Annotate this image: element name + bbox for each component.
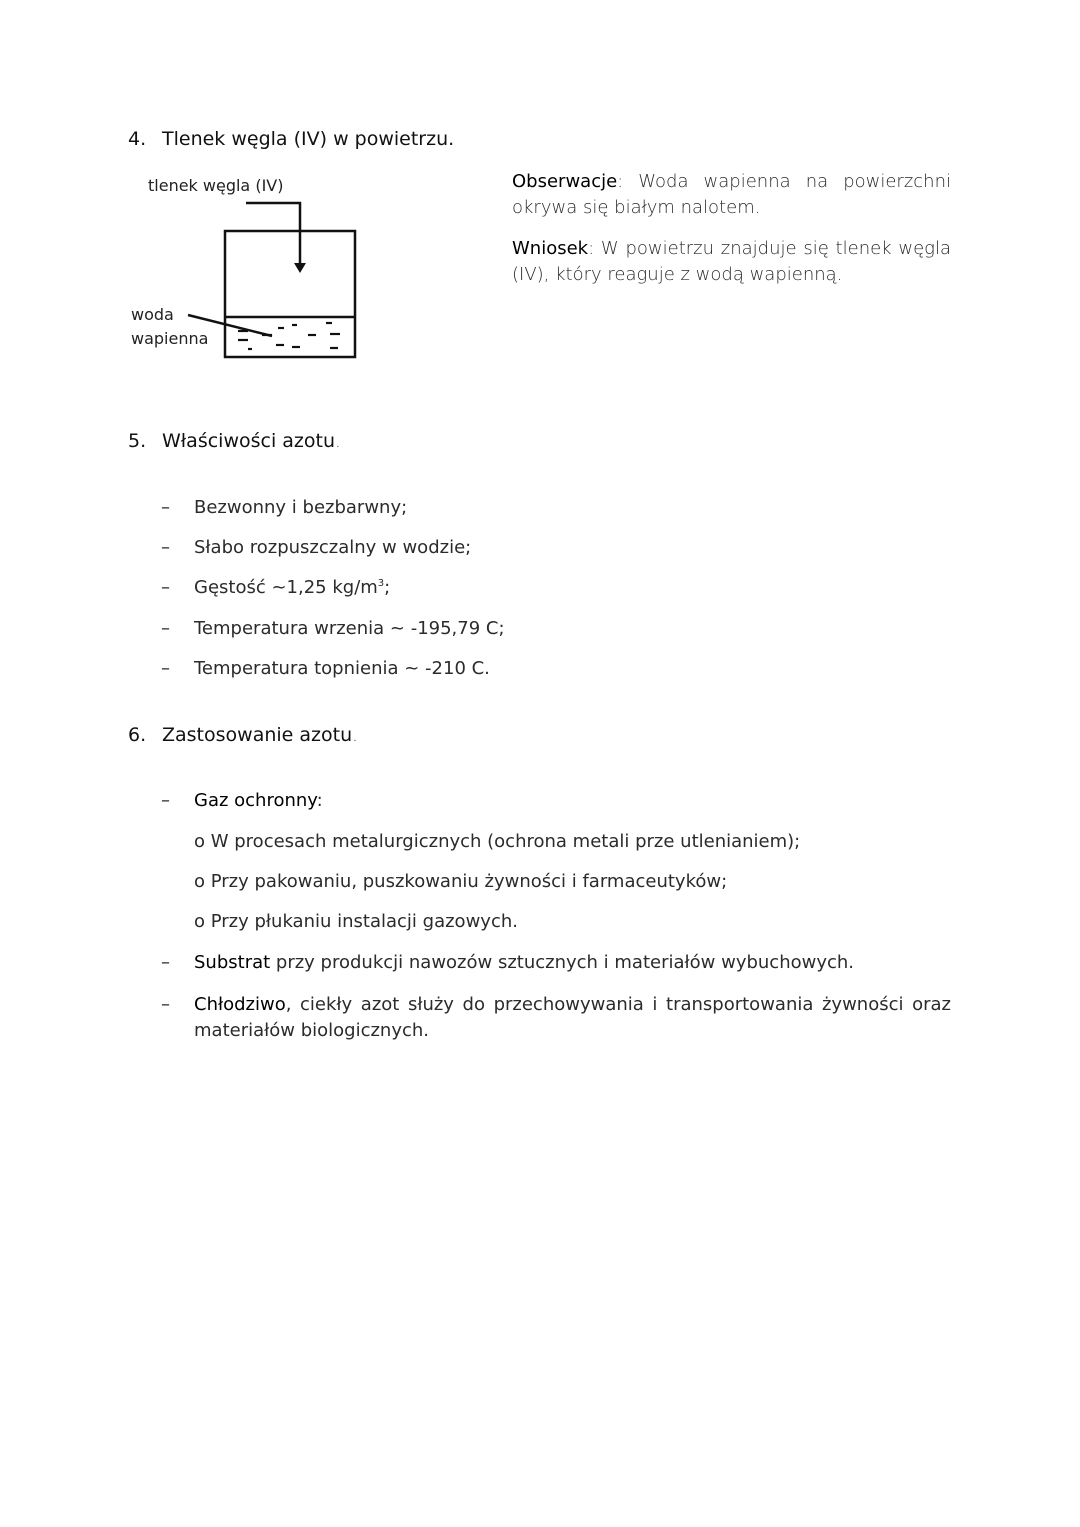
observation-label: Obserwacje	[512, 171, 618, 192]
gas-inlet-tube	[246, 203, 300, 265]
sub-list-item: o Przy płukaniu instalacji gazowych.	[194, 911, 518, 932]
section-5-number: 5.	[128, 430, 147, 452]
section-6-number: 6.	[128, 724, 147, 746]
list-bullet: –	[161, 952, 170, 973]
list-item: – Chłodziwo, ciekły azot służy do przechowywania i transportowania żywności oraz materiałów biologicznych.	[161, 994, 951, 1041]
coolant-label: Chłodziwo	[194, 994, 286, 1015]
section-6-heading	[128, 724, 358, 746]
list-item: – Substrat przy produkcji nawozów sztucznych i materiałów wybuchowych.	[161, 952, 855, 973]
diagram-water-label-line1: woda	[131, 305, 174, 324]
gas-flow-arrow	[294, 263, 306, 273]
section-4-heading	[128, 128, 454, 150]
section-5-heading	[128, 430, 341, 452]
list-bullet: –	[161, 618, 170, 639]
section-6-title-dot: .	[352, 725, 358, 746]
observation-paragraph	[512, 169, 951, 221]
sub-list-item: o Przy pakowaniu, puszkowaniu żywności i farmaceutyków;	[194, 871, 728, 892]
observation-text: : Woda wapienna na powierzchni okrywa się białym nalotem.	[512, 171, 951, 218]
list-bullet: –	[161, 994, 170, 1015]
conclusion-paragraph	[512, 236, 951, 288]
density-unit-exponent: 3	[377, 578, 385, 589]
list-item: – Słabo rozpuszczalny w wodzie;	[161, 537, 472, 558]
section-4-number: 4.	[128, 128, 147, 150]
list-item: – Gaz ochronny:	[161, 790, 323, 811]
list-bullet: –	[161, 537, 170, 558]
section-5-title-dot: .	[335, 431, 341, 452]
list-item: – Temperatura wrzenia ~ -195,79 C;	[161, 618, 505, 639]
list-bullet: –	[161, 658, 170, 679]
list-item: – Bezwonny i bezbarwny;	[161, 497, 408, 518]
limewater-experiment-diagram	[180, 195, 370, 365]
water-dashes	[238, 323, 340, 349]
list-bullet: –	[161, 790, 170, 811]
gas-label: Gaz ochronny	[194, 790, 317, 811]
list-item: – Temperatura topnienia ~ -210 C.	[161, 658, 490, 679]
list-bullet: –	[161, 497, 170, 518]
list-bullet: –	[161, 577, 170, 598]
section-6-title: Zastosowanie azotu	[162, 724, 353, 746]
conclusion-label: Wniosek	[512, 238, 589, 259]
section-5-title: Właściwości azotu	[162, 430, 336, 452]
sub-list-item: o W procesach metalurgicznych (ochrona metali prze utlenianiem);	[194, 831, 801, 852]
diagram-gas-label: tlenek węgla (IV)	[148, 176, 284, 195]
diagram-water-label-line2: wapienna	[131, 329, 209, 348]
conclusion-text: : W powietrzu znajduje się tlenek węgla (IV), który reaguje z wodą wapienną.	[512, 238, 951, 285]
substrate-label: Substrat	[194, 952, 271, 973]
list-item: – Gęstość ~1,25 $kg/m^3$;	[161, 577, 391, 598]
vessel	[225, 231, 355, 357]
section-4-title: Tlenek węgla (IV) w powietrzu.	[162, 128, 455, 150]
